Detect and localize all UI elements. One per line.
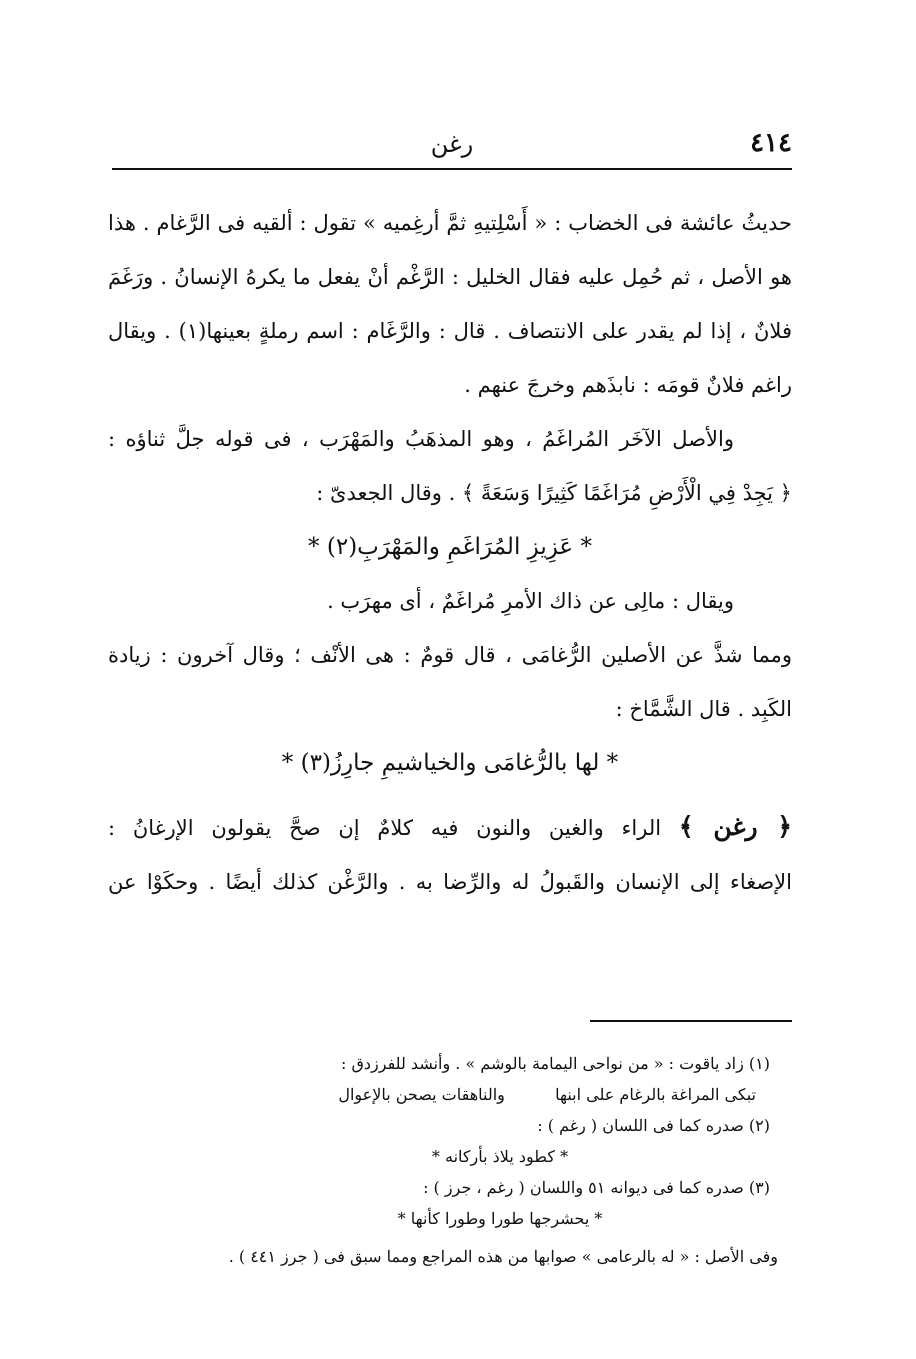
verse-line: * لها بالرُّغامَى والخياشيمِ جارِزُ(٣) * xyxy=(281,750,619,776)
footnote-rule xyxy=(590,1020,792,1022)
paragraph-2 xyxy=(108,412,792,520)
text-line: الإصغاء إلى الإنسان والقَبولُ له والرِّضا به . والرَّغْن كذلك أيضًا . وحكَوْا عن xyxy=(108,870,792,894)
footnote-2: (٢) صدره كما فى اللسان ( رغم ) : xyxy=(537,1116,770,1135)
paragraph-1 xyxy=(108,196,792,412)
footnotes xyxy=(230,1048,770,1234)
main-text xyxy=(108,196,792,909)
text-line: هو الأصل ، ثم حُمِل عليه فقال الخليل : الرَّغْم أنْ يفعل ما يكرهُ الإنسانُ . ورَغَمَ xyxy=(108,265,792,289)
page-number: ٤١٤ xyxy=(750,128,792,158)
verse-hemistich-1: تبكى المراغة بالرغام على ابنها xyxy=(555,1085,756,1104)
entry-heading: ﴿ رغن ﴾ xyxy=(678,812,792,841)
text-line: فلانٌ ، إذا لم يقدر على الانتصاف . قال : والرَّغَام : اسم رملةٍ بعينها(١) . ويقال xyxy=(108,319,792,343)
entry-text: الراء والغين والنون فيه كلامٌ إن صحَّ يقولون الإرغانُ : xyxy=(108,816,662,840)
text-line: راغم فلانٌ قومَه : نابذَهم وخرجَ عنهم . xyxy=(464,373,792,397)
verse-line: * عَزِيزِ المُرَاغَمِ والمَهْرَبِ(٢) * xyxy=(308,534,592,560)
text-line: ومما شذَّ عن الأصلين الرُّغامَى ، قال قومٌ : هى الأنْف ؛ وقال آخرون : زيادة xyxy=(108,643,792,667)
page-header xyxy=(112,128,792,168)
footnote-1-verse xyxy=(230,1079,770,1110)
paragraph-4 xyxy=(108,628,792,736)
text-line: والأصل الآخَر المُراغَمُ ، وهو المذهَبُ والمَهْرَب ، فى قوله جلَّ ثناؤه : xyxy=(108,427,734,451)
verse-hemistich-2: والناهقات يصحن بالإعوال xyxy=(338,1085,505,1104)
footnote-2-verse: * كطود يلاذ بأركانه * xyxy=(431,1147,569,1166)
header-rule xyxy=(112,168,792,170)
footnote-1: (١) زاد ياقوت : « من نواحى اليمامة بالوشم » . وأنشد للفرزدق : xyxy=(341,1054,770,1073)
footnote-3-note: وفى الأصل : « له بالرعامى » صوابها من هذه المراجع ومما سبق فى ( جرز ٤٤١ ) . xyxy=(228,1247,778,1266)
entry-rghn xyxy=(108,800,792,909)
paragraph-3: ويقال : مالِى عن ذاك الأمرِ مُراغَمٌ ، أى مهرَب . xyxy=(327,589,734,613)
footnote-3: (٣) صدره كما فى ديوانه ٥١ واللسان ( رغم ، جرز ) : xyxy=(423,1178,770,1197)
text-line: الكَبِد . قال الشَّمَّاخ : xyxy=(615,697,792,721)
running-title: رغن xyxy=(430,130,474,158)
footnote-3-verse: * يحشرجها طورا وطورا كأنها * xyxy=(397,1209,603,1228)
text-line xyxy=(108,800,792,855)
quran-quote-line: ﴿ يَجِدْ فِي الْأَرْضِ مُرَاغَمًا كَثِيرًا وَسَعَةً ﴾ . وقال الجعدىّ : xyxy=(316,481,792,505)
text-line: حديثُ عائشة فى الخضاب : « أَسْلِتيهِ ثمَّ أرغِميه » تقول : ألقيه فى الرَّغام . هذا xyxy=(108,211,792,235)
